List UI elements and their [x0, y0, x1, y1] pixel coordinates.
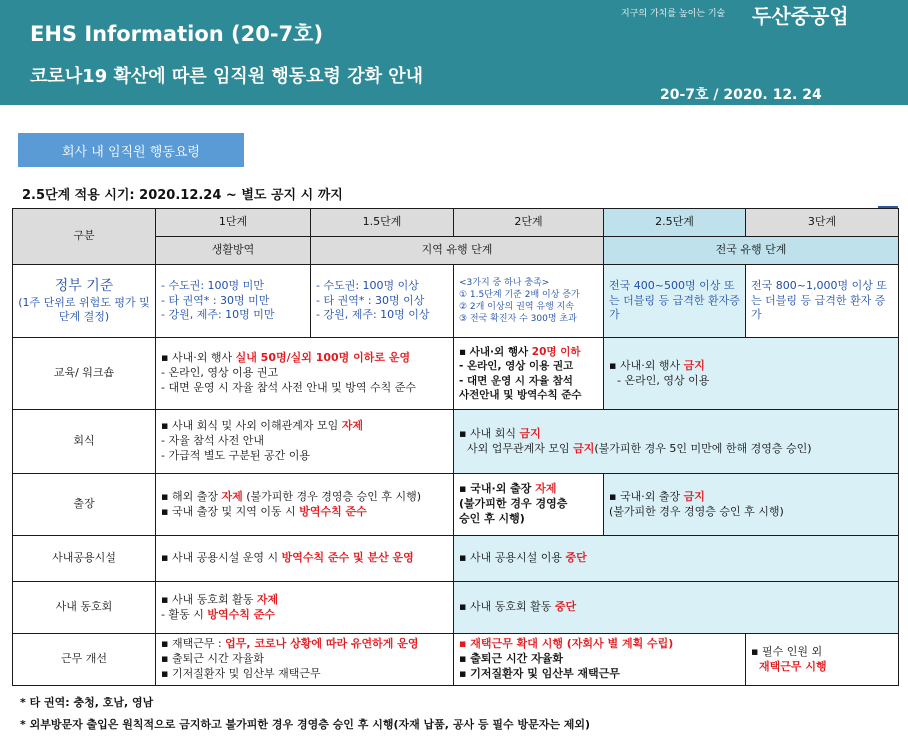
edu-a-text: ▪ 사내·외 행사	[161, 351, 236, 365]
row-label-work: 근무 개선	[13, 634, 156, 686]
edu-b-text: ▪ 사내·외 행사	[459, 346, 532, 359]
row-label-trip: 출장	[13, 474, 156, 536]
gov-stage-1-5	[311, 265, 454, 338]
facility-a-text: ▪ 사내 공용시설 운영 시	[161, 551, 282, 565]
stage-3: 3단계	[746, 209, 899, 237]
work-stage-1-1-5	[156, 634, 454, 686]
facility-stage-2-3	[454, 536, 899, 582]
footnote-region: * 타 권역: 충청, 호남, 영남	[20, 696, 154, 709]
edu-b4: 사전안내 및 방역수칙 준수	[459, 388, 582, 401]
edu-b3: - 대면 운영 시 자율 참석	[459, 374, 573, 387]
edu-c-red: 금지	[683, 358, 705, 372]
gov-stage-1	[156, 265, 311, 338]
dining-a-text: ▪ 사내 회식 및 사외 이해관계자 모임	[161, 419, 342, 433]
trip-b1-red: 자제	[535, 482, 557, 496]
trip-a2-red: 방역수칙 준수	[299, 504, 367, 518]
club-b-red: 중단	[554, 600, 577, 614]
col-header-category: 구분	[13, 209, 156, 265]
edu-stage-2	[454, 338, 604, 410]
edu-a2: - 온라인, 영상 이용 권고	[161, 366, 279, 380]
work-stage-3	[746, 634, 899, 686]
row-label-edu: 교육/ 워크숍	[13, 338, 156, 410]
dining-stage-1-1-5	[156, 410, 454, 474]
dining-a2: - 자율 참석 사전 안내	[161, 434, 264, 448]
club-b-text: ▪ 사내 동호회 활동	[459, 600, 555, 614]
issue-date: 20-7호 / 2020. 12. 24	[660, 87, 822, 103]
group-regional: 지역 유행 단계	[311, 237, 604, 265]
gov-label: 정부 기준	[54, 277, 114, 294]
trip-stage-1-1-5	[156, 474, 454, 536]
gov-stage-2-5: 전국 400~500명 이상 또는 더블링 등 급격한 환자증가	[604, 265, 746, 338]
club-a2-red: 방역수칙 준수	[207, 607, 275, 621]
club-a1-text: ▪ 사내 동호회 활동	[161, 592, 257, 606]
work-b3: ▪ 기저질환자 및 임산부 재택근무	[459, 666, 620, 680]
work-c2-red: 재택근무 시행	[759, 659, 827, 673]
gov-s15-line: - 수도권: 100명 이상	[316, 278, 419, 292]
gov-s2-line: ② 2개 이상의 권역 유행 지속	[459, 302, 575, 312]
dining-b-red: 금지	[519, 426, 541, 440]
edu-b-red: 20명 이하	[531, 346, 581, 359]
facility-b-red: 중단	[565, 551, 587, 565]
gov-s1-line: - 타 권역* : 30명 미만	[161, 293, 270, 307]
row-label-gov	[13, 265, 156, 338]
edu-b2: - 온라인, 영상 이용 권고	[459, 360, 574, 373]
work-b1-red: ▪ 재택근무 확대 시행 (자회사 별 계획 수립)	[459, 637, 674, 651]
doc-title: 코로나19 확산에 따른 임직원 행동요령 강화 안내	[30, 66, 424, 87]
trip-a2-text: ▪ 국내 출장 및 지역 이동 시	[161, 504, 300, 518]
gov-stage-2	[454, 265, 604, 338]
gov-s2-line: ① 1.5단계 기준 2배 이상 증가	[459, 289, 580, 300]
dining-b2-post: (불가피한 경우 5인 미만에 한해 경영층 승인)	[594, 441, 812, 455]
trip-b1-text: ▪ 국내·외 출장	[459, 482, 536, 496]
issue-title: EHS Information (20-7호)	[30, 22, 324, 46]
trip-a1-red: 자제	[221, 489, 243, 503]
dining-b2-text: 사외 업무관계자 모임	[467, 441, 574, 455]
stage-2: 2단계	[454, 209, 604, 237]
trip-c2: (불가피한 경우 경영층 승인 후 시행)	[609, 504, 784, 518]
row-label-club: 사내 동호회	[13, 582, 156, 634]
gov-s2-line: <3가지 중 하나 충족>	[459, 277, 550, 288]
trip-b2: (불가피한 경우 경영층	[459, 497, 568, 511]
club-a2-text: - 활동 시	[161, 607, 208, 621]
trip-a1-text: ▪ 해외 출장	[161, 489, 222, 503]
dining-stage-2-3	[454, 410, 899, 474]
edu-stage-2-5-3	[604, 338, 899, 410]
group-daily: 생활방역	[156, 237, 311, 265]
work-b2: ▪ 출퇴근 시간 자율화	[459, 652, 563, 666]
work-c1: ▪ 필수 인원 외	[751, 644, 823, 658]
footnote-visitor: * 외부방문자 출입은 원칙적으로 금지하고 불가피한 경우 경영층 승인 후 시행(자재 납품, 공사 등 필수 방문자는 제외)	[20, 718, 591, 731]
gov-s1-line: - 강원, 제주: 10명 미만	[161, 308, 275, 322]
stage-1: 1단계	[156, 209, 311, 237]
gov-stage-3: 전국 800~1,000명 이상 또는 더블링 등 급격한 환자 증가	[746, 265, 899, 338]
trip-c1-red: 금지	[683, 489, 705, 503]
facility-a-red: 방역수칙 준수 및 분산 운영	[281, 551, 414, 565]
edu-stage-1-1-5	[156, 338, 454, 410]
row-label-dining: 회식	[13, 410, 156, 474]
trip-a1-post: (불가피한 경우 경영층 승인 후 시행)	[242, 489, 422, 503]
stage-2-5: 2.5단계	[604, 209, 746, 237]
gov-s1-line: - 수도권: 100명 미만	[161, 278, 264, 292]
work-a1-red: 업무, 코로나 상황에 따라 유연하게 운영	[225, 637, 419, 651]
gov-s2-line: ③ 전국 확진자 수 300명 초과	[459, 314, 577, 325]
stage-1-5: 1.5단계	[311, 209, 454, 237]
trip-stage-2	[454, 474, 604, 536]
edu-a3: - 대면 운영 시 자율 참석 사전 안내 및 방역 수칙 준수	[161, 380, 416, 394]
group-national: 전국 유행 단계	[604, 237, 899, 265]
company-slogan: 지구의 가치를 높이는 기술	[621, 9, 726, 19]
facility-b-text: ▪ 사내 공용시설 이용	[459, 551, 566, 565]
work-stage-2-2-5	[454, 634, 746, 686]
gov-s15-line: - 타 권역* : 30명 이상	[316, 293, 425, 307]
work-a2: ▪ 출퇴근 시간 자율화	[161, 652, 264, 666]
edu-c2: - 온라인, 영상 이용	[617, 373, 710, 387]
club-stage-1-1-5	[156, 582, 454, 634]
dining-b-text: ▪ 사내 회식	[459, 426, 520, 440]
trip-c1-text: ▪ 국내·외 출장	[609, 489, 684, 503]
facility-stage-1-1-5	[156, 536, 454, 582]
club-stage-2-3	[454, 582, 899, 634]
trip-b3: 승인 후 시행)	[459, 511, 525, 525]
header-banner	[0, 0, 908, 105]
work-a1-text: ▪ 재택근무 :	[161, 637, 226, 651]
edu-c-text: ▪ 사내·외 행사	[609, 358, 684, 372]
work-a3: ▪ 기저질환자 및 임산부 재택근무	[161, 666, 321, 680]
gov-s15-line: - 강원, 제주: 10명 이상	[316, 308, 430, 322]
dining-a-red: 자제	[341, 419, 363, 433]
guideline-table	[12, 208, 899, 686]
club-a1-red: 자제	[256, 592, 279, 606]
company-logo: 두산중공업	[752, 4, 849, 28]
row-label-facility: 사내공용시설	[13, 536, 156, 582]
gov-sublabel: (1주 단위로 위험도 평가 및 단계 결정)	[18, 295, 150, 324]
section-label: 회사 내 임직원 행동요령	[18, 133, 244, 167]
dining-b2-red: 금지	[573, 441, 595, 455]
dining-a3: - 가급적 별도 구분된 공간 이용	[161, 448, 310, 462]
application-period: 2.5단계 적용 시기: 2020.12.24 ~ 별도 공지 시 까지	[22, 188, 343, 203]
edu-a-red: 실내 50명/실외 100명 이하로 운영	[235, 351, 411, 365]
trip-stage-2-5-3	[604, 474, 899, 536]
